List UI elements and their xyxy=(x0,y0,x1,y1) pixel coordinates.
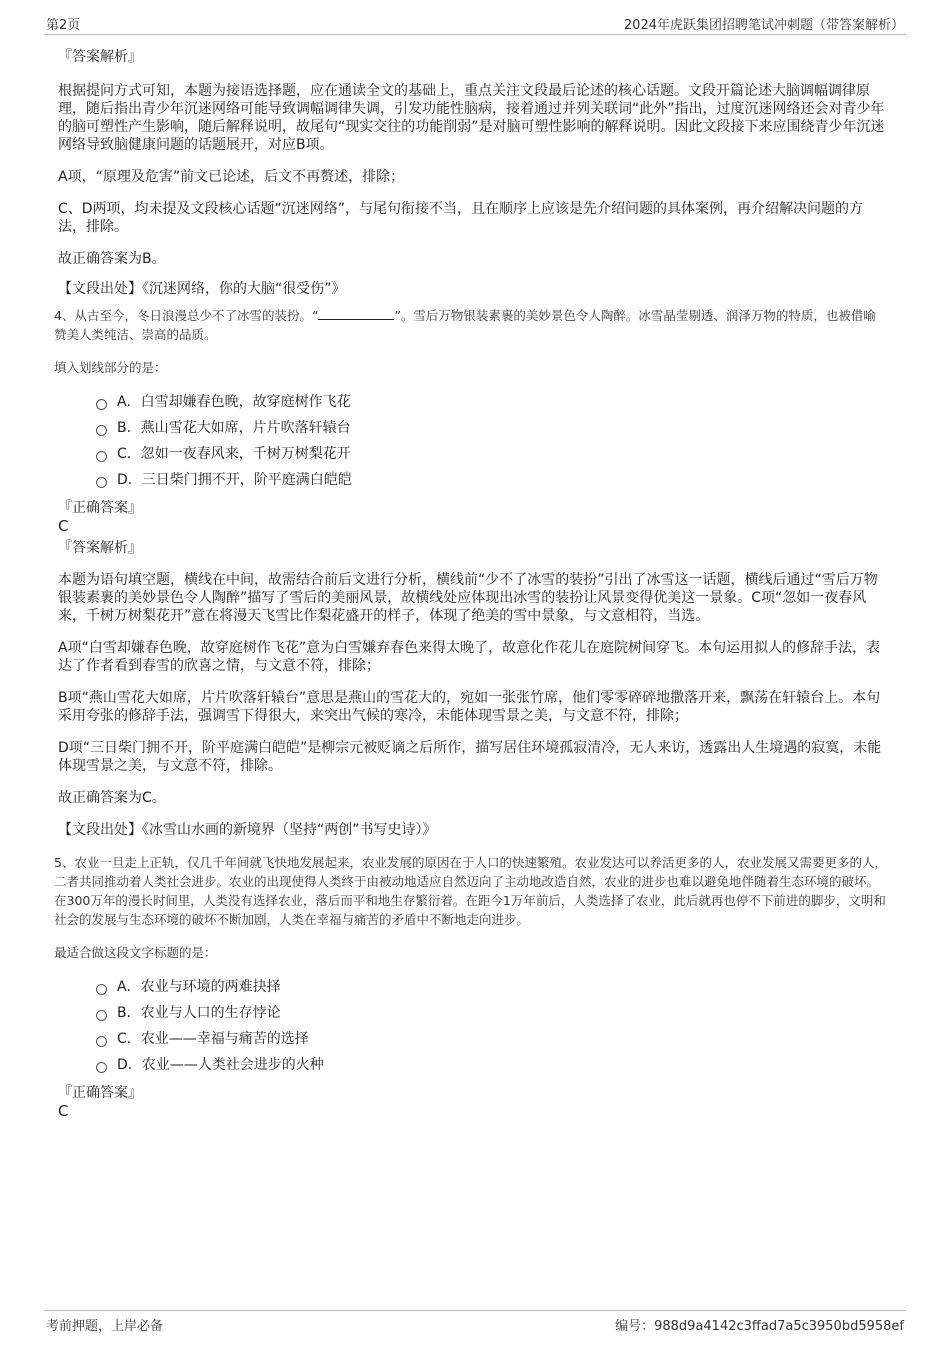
q5-stem: 5、农业一旦走上正轨，仅几千年间就飞快地发展起来，农业发展的原因在于人口的快速繁殖。农业发达可以养活更多的人，农业发展又需要更多的人，二者共同推动着人类社会进步。农业的出现使得人类终于由被动地适应自然迈向了主动地改造自然，农业的进步也难以避免地伴随着生态环境的破坏。在300万年的漫长时间里，人类没有选择农业，落后而平和地生存繁衍着。在距今1万年前后，人类选择了农业，此后就再也停不下前进的脚步，文明和社会的发展与生态环境的破坏不断加剧，人类在幸福与痛苦的矛盾中不断地走向进步。 xyxy=(54,855,887,927)
document-body xyxy=(54,48,888,1120)
q4-option-d[interactable] xyxy=(96,467,888,493)
q5-option-c[interactable] xyxy=(96,1026,888,1052)
q4-analysis-p5: 故正确答案为C。 xyxy=(58,790,166,806)
q4-stem xyxy=(54,306,888,344)
option-label: C．农业——幸福与痛苦的选择 xyxy=(117,1031,309,1047)
q5-option-b[interactable] xyxy=(96,1000,888,1026)
q3-analysis-p3: C、D两项，均未提及文段核心话题“沉迷网络”，与尾句衔接不当，且在顺序上应该是先介绍问题的具体案例，再介绍解决问题的方法，排除。 xyxy=(58,201,864,235)
q5-prompt: 最适合做这段文字标题的是： xyxy=(54,945,217,960)
option-label: D．农业——人类社会进步的火种 xyxy=(117,1057,324,1073)
option-label: D．三日柴门拥不开，阶平庭满白皑皑 xyxy=(117,472,352,488)
document-code: 编号：988d9a4142c3ffad7a5c3950bd5958ef xyxy=(615,1319,904,1334)
q4-stem-before: 4、从古至今，冬日浪漫总少不了冰雪的装扮。“ xyxy=(54,308,319,323)
option-label: C．忽如一夜春风来，千树万树梨花开 xyxy=(117,446,351,462)
q4-analysis-p1: 本题为语句填空题，横线在中间，故需结合前后文进行分析，横线前“少不了冰雪的装扮”引出了冰雪这一话题，横线后通过“雪后万物银装素裹的美妙景色令人陶醉”描写了雪后的美丽风景，故横线处应体现出冰雪的装扮让风景变得优美这一景象。C项“忽如一夜春风来，千树万树梨花开”意在将漫天飞雪比作梨花盛开的样子，体现了绝美的雪中景象，与文意相符，当选。 xyxy=(58,572,878,624)
footer-slogan: 考前押题，上岸必备 xyxy=(46,1319,164,1334)
radio-icon[interactable] xyxy=(96,399,107,410)
radio-icon[interactable] xyxy=(96,1062,107,1073)
q4-correct-answer: C xyxy=(58,517,69,535)
q4-option-b[interactable] xyxy=(96,415,888,441)
radio-icon[interactable] xyxy=(96,984,107,995)
q4-analysis-label: 『答案解析』 xyxy=(58,540,142,556)
q3-source: 【文段出处】《沉迷网络，你的大脑“很受伤”》 xyxy=(58,281,346,297)
q3-analysis-p2: A项，“原理及危害”前文已论述，后文不再赘述，排除； xyxy=(58,169,405,185)
page-number: 第2页 xyxy=(46,18,81,33)
page-footer xyxy=(44,1310,906,1335)
q3-analysis-label: 『答案解析』 xyxy=(58,49,142,65)
q5-options xyxy=(58,974,888,1078)
option-label: B．农业与人口的生存悖论 xyxy=(117,1005,281,1021)
q3-analysis-p1: 根据提问方式可知，本题为接语选择题，应在通读全文的基础上，重点关注文段最后论述的核心话题。文段开篇论述大脑调幅调律原理，随后指出青少年沉迷网络可能导致调幅调律失调，引发功能性脑病，接着通过并列关联词“此外”指出，过度沉迷网络还会对青少年的脑可塑性产生影响，随后解释说明，故尾句“现实交往的功能削弱”是对脑可塑性影响的解释说明。因此文段接下来应围绕青少年沉迷网络导致脑健康问题的话题展开，对应B项。 xyxy=(58,83,885,153)
radio-icon[interactable] xyxy=(96,1010,107,1021)
q4-source: 【文段出处】《冰雪山水画的新境界（坚持“两创”书写史诗）》 xyxy=(58,822,437,838)
q4-correct-label: 『正确答案』 xyxy=(58,500,142,516)
q4-option-c[interactable] xyxy=(96,441,888,467)
option-label: B．燕山雪花大如席，片片吹落轩辕台 xyxy=(117,420,351,436)
radio-icon[interactable] xyxy=(96,451,107,462)
radio-icon[interactable] xyxy=(96,1036,107,1047)
q5-correct-label: 『正确答案』 xyxy=(58,1085,142,1101)
option-label: A．白雪却嫌春色晚，故穿庭树作飞花 xyxy=(117,394,351,410)
option-label: A．农业与环境的两难抉择 xyxy=(117,979,281,995)
q5-correct-answer: C xyxy=(58,1102,69,1120)
q4-options xyxy=(58,389,888,493)
q4-blank xyxy=(318,307,394,320)
q4-option-a[interactable] xyxy=(96,389,888,415)
page-header xyxy=(44,12,906,35)
q5-option-a[interactable] xyxy=(96,974,888,1000)
q5-option-d[interactable] xyxy=(96,1052,888,1078)
radio-icon[interactable] xyxy=(96,477,107,488)
document-title: 2024年虎跃集团招聘笔试冲刺题（带答案解析） xyxy=(623,18,904,33)
q4-analysis-p2: A项“白雪却嫌春色晚，故穿庭树作飞花”意为白雪嫌弃春色来得太晚了，故意化作花儿在庭院树间穿飞。本句运用拟人的修辞手法，表达了作者看到春雪的欣喜之情，与文意不符，排除； xyxy=(58,640,881,674)
q4-analysis-p3: B项“燕山雪花大如席，片片吹落轩辕台”意思是燕山的雪花大的，宛如一张张竹席，他们零零碎碎地撒落开来，飘荡在轩辕台上。本句采用夸张的修辞手法，强调雪下得很大，来突出气候的寒冷，未能体现雪景之美，与文意不符，排除； xyxy=(58,690,881,724)
radio-icon[interactable] xyxy=(96,425,107,436)
q4-analysis-p4: D项“三日柴门拥不开，阶平庭满白皑皑”是柳宗元被贬谪之后所作，描写居住环境孤寂清冷，无人来访，透露出人生境遇的寂寞，未能体现雪景之美，与文意不符，排除。 xyxy=(58,740,882,774)
q4-prompt: 填入划线部分的是： xyxy=(54,360,167,375)
q4-stem-after: ”。雪后万物银装素裹的美妙景色令人陶醉。冰雪晶莹剔透、润泽万物的特质，也被借喻赞美人类纯洁、崇高的品质。 xyxy=(54,308,876,342)
q3-analysis-p4: 故正确答案为B。 xyxy=(58,251,166,267)
